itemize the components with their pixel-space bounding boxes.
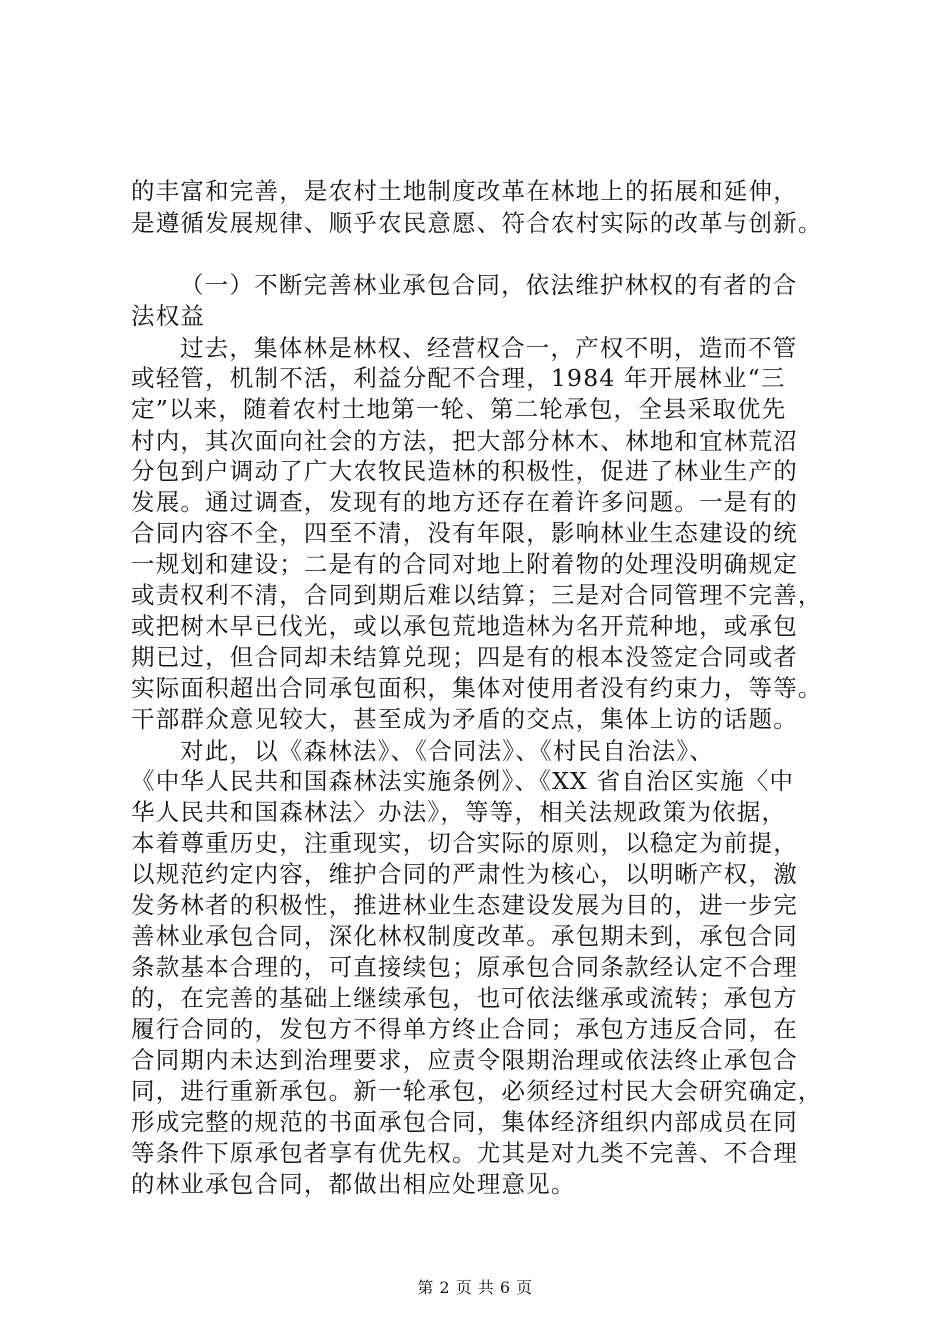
- body-text-line: 的丰富和完善，是农村土地制度改革在林地上的拓展和延伸，: [131, 177, 798, 205]
- body-text-line: 或轻管，机制不活，利益分配不合理，1984 年开展林业“三: [131, 364, 786, 392]
- body-text-line: 过去，集体林是林权、经营权合一，产权不明，造而不管: [180, 334, 798, 362]
- body-text-line: 对此，以《森林法》、《合同法》、《村民自治法》、: [180, 737, 715, 765]
- body-text-line: 等条件下原承包者享有优先权。尤其是对九类不完善、不合理: [131, 1139, 798, 1167]
- body-text-line: 是遵循发展规律、顺乎农民意愿、符合农村实际的改革与创新。: [131, 209, 823, 237]
- body-text-line: 一规划和建设；二是有的合同对地上附着物的处理没明确规定: [131, 550, 798, 578]
- body-text-line: 本着尊重历史，注重现实，切合实际的原则，以稳定为前提，: [131, 829, 798, 857]
- body-text-line: 发务林者的积极性，推进林业生态建设发展为目的，进一步完: [131, 891, 798, 919]
- body-text-line: 或把树木早已伐光，或以承包荒地造林为名开荒种地，或承包: [131, 612, 798, 640]
- body-text-line: 《中华人民共和国森林法实施条例》、《XX 省自治区实施〈中: [131, 767, 795, 795]
- body-text-line: 合同期内未达到治理要求，应责令限期治理或依法终止承包合: [131, 1046, 798, 1074]
- body-text-line: 善林业承包合同，深化林权制度改革。承包期未到，承包合同: [131, 922, 798, 950]
- body-text-line: 条款基本合理的，可直接续包；原承包合同条款经认定不合理: [131, 953, 798, 981]
- body-text-line: 或责权利不清，合同到期后难以结算；三是对合同管理不完善，: [131, 581, 823, 609]
- body-text-line: 的，在完善的基础上继续承包，也可依法继承或流转；承包方: [131, 984, 798, 1012]
- body-text-line: 形成完整的规范的书面承包合同，集体经济组织内部成员在同: [131, 1108, 798, 1136]
- body-text-line: 同，进行重新承包。新一轮承包，必须经过村民大会研究确定，: [131, 1077, 823, 1105]
- body-text-line: 干部群众意见较大，甚至成为矛盾的交点，集体上访的话题。: [131, 705, 798, 733]
- body-text-line: 发展。通过调查，发现有的地方还存在着许多问题。一是有的: [131, 488, 798, 516]
- body-text-line: 定”以来，随着农村土地第一轮、第二轮承包，全县采取优先: [131, 395, 787, 423]
- page-number-footer: 第 2 页 共 6 页: [417, 1278, 533, 1297]
- body-text-line: 分包到户调动了广大农牧民造林的积极性，促进了林业生产的: [131, 457, 798, 485]
- section-heading: 法权益: [131, 302, 206, 330]
- body-text-line: 合同内容不全，四至不清，没有年限，影响林业生态建设的统: [131, 519, 798, 547]
- body-text-line: 村内，其次面向社会的方法，把大部分林木、林地和宜林荒沼: [131, 427, 798, 455]
- section-heading: （一）不断完善林业承包合同，依法维护林权的有者的合: [180, 271, 798, 299]
- body-text-line: 华人民共和国森林法〉办法》，等等，相关法规政策为依据，: [131, 798, 787, 826]
- body-text-line: 以规范约定内容，维护合同的严肃性为核心，以明晰产权，激: [131, 860, 798, 888]
- body-text-line: 期已过，但合同却未结算兑现；四是有的根本没签定合同或者: [131, 643, 798, 671]
- body-text-line: 履行合同的，发包方不得单方终止合同；承包方违反合同，在: [131, 1015, 798, 1043]
- body-text-line: 实际面积超出合同承包面积，集体对使用者没有约束力，等等。: [131, 674, 823, 702]
- body-text-line: 的林业承包合同，都做出相应处理意见。: [131, 1170, 576, 1198]
